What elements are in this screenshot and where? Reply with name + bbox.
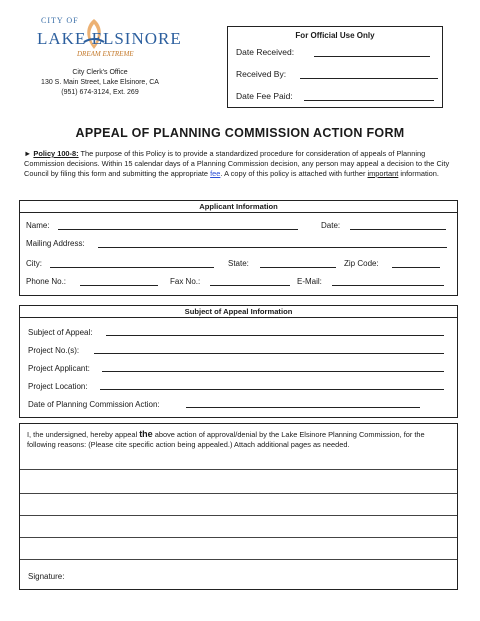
- pc-action-date-label: Date of Planning Commission Action:: [28, 400, 160, 409]
- office-line-2: 130 S. Main Street, Lake Elsinore, CA: [41, 79, 159, 86]
- date-received-label: Date Received:: [236, 47, 295, 57]
- appeal-statement: [27, 429, 455, 450]
- subject-header: Subject of Appeal Information: [20, 306, 457, 318]
- city-field[interactable]: [50, 267, 214, 268]
- state-field[interactable]: [260, 267, 336, 268]
- policy-label: Policy 100-8:: [33, 149, 79, 158]
- policy-arrow-icon: ►: [24, 149, 32, 158]
- state-label: State:: [228, 259, 249, 268]
- zip-code-label: Zip Code:: [344, 259, 379, 268]
- date-fee-paid-field[interactable]: [304, 100, 434, 101]
- policy-paragraph: [24, 149, 456, 179]
- received-by-label: Received By:: [236, 69, 287, 79]
- zip-code-field[interactable]: [392, 267, 440, 268]
- fax-field[interactable]: [210, 285, 290, 286]
- subject-of-appeal-label: Subject of Appeal:: [28, 328, 93, 337]
- reason-line-4[interactable]: [20, 537, 457, 538]
- phone-field[interactable]: [80, 285, 158, 286]
- date-received-field[interactable]: [314, 56, 430, 57]
- reason-line-1[interactable]: [20, 469, 457, 470]
- reason-line-5[interactable]: [20, 559, 457, 560]
- signature-field[interactable]: [80, 580, 450, 581]
- reason-line-2[interactable]: [20, 493, 457, 494]
- applicant-header: Applicant Information: [20, 201, 457, 213]
- appeal-text-2: above action of approval/denial by the Lake Elsinore Planning Commission, for the following reasons: (Please cite specific action being appealed.) Attach additional pages as needed.: [27, 430, 425, 449]
- name-field[interactable]: [58, 229, 298, 230]
- project-no-label: Project No.(s):: [28, 346, 80, 355]
- reason-line-3[interactable]: [20, 515, 457, 516]
- form-title: APPEAL OF PLANNING COMMISSION ACTION FORM: [75, 126, 405, 140]
- logo-tagline: DREAM EXTREME: [77, 50, 134, 58]
- project-no-field[interactable]: [94, 353, 444, 354]
- official-use-box: [227, 26, 443, 108]
- fee-link[interactable]: fee: [210, 169, 221, 178]
- policy-text-2: . A copy of this policy is attached with further: [220, 169, 368, 178]
- important-link[interactable]: important: [367, 169, 399, 178]
- pc-action-date-field[interactable]: [186, 407, 420, 408]
- city-logo: [37, 16, 182, 66]
- clerk-office-address: [20, 68, 180, 98]
- subject-of-appeal-section: [19, 305, 458, 418]
- project-location-label: Project Location:: [28, 382, 88, 391]
- date-label: Date:: [321, 221, 341, 230]
- date-fee-paid-label: Date Fee Paid:: [236, 91, 293, 101]
- applicant-information-section: [19, 200, 458, 296]
- fax-label: Fax No.:: [170, 277, 201, 286]
- project-applicant-field[interactable]: [102, 371, 444, 372]
- name-label: Name:: [26, 221, 50, 230]
- logo-name-text: LAKE ELSINORE: [37, 29, 182, 48]
- mailing-address-label: Mailing Address:: [26, 239, 85, 248]
- date-field[interactable]: [350, 229, 446, 230]
- subject-of-appeal-field[interactable]: [106, 335, 444, 336]
- office-line-1: City Clerk's Office: [72, 69, 128, 76]
- office-line-3: (951) 674-3124, Ext. 269: [61, 89, 139, 96]
- email-label: E-Mail:: [297, 277, 322, 286]
- signature-label: Signature:: [28, 572, 65, 581]
- city-label: City:: [26, 259, 42, 268]
- email-field[interactable]: [332, 285, 444, 286]
- policy-text-3: information.: [398, 169, 439, 178]
- appeal-text-1: I, the undersigned, hereby appeal: [27, 430, 140, 439]
- policy-text-1: The purpose of this Policy is to provide a standardized procedure for consideration of appeals of Planning Commission decisions. Within 15 calendar days of a Planning Commission decision, any person may appeal a decision to the City Council by filing this form and submitting the appropriate: [24, 149, 450, 178]
- mailing-address-field[interactable]: [98, 247, 447, 248]
- received-by-field[interactable]: [300, 78, 438, 79]
- official-use-header: For Official Use Only: [295, 31, 375, 40]
- project-applicant-label: Project Applicant:: [28, 364, 90, 373]
- appeal-reasons-section: [19, 423, 458, 590]
- phone-label: Phone No.:: [26, 277, 67, 286]
- appeal-the: the: [139, 429, 153, 439]
- project-location-field[interactable]: [100, 389, 444, 390]
- logo-city-text: CITY OF: [41, 16, 79, 25]
